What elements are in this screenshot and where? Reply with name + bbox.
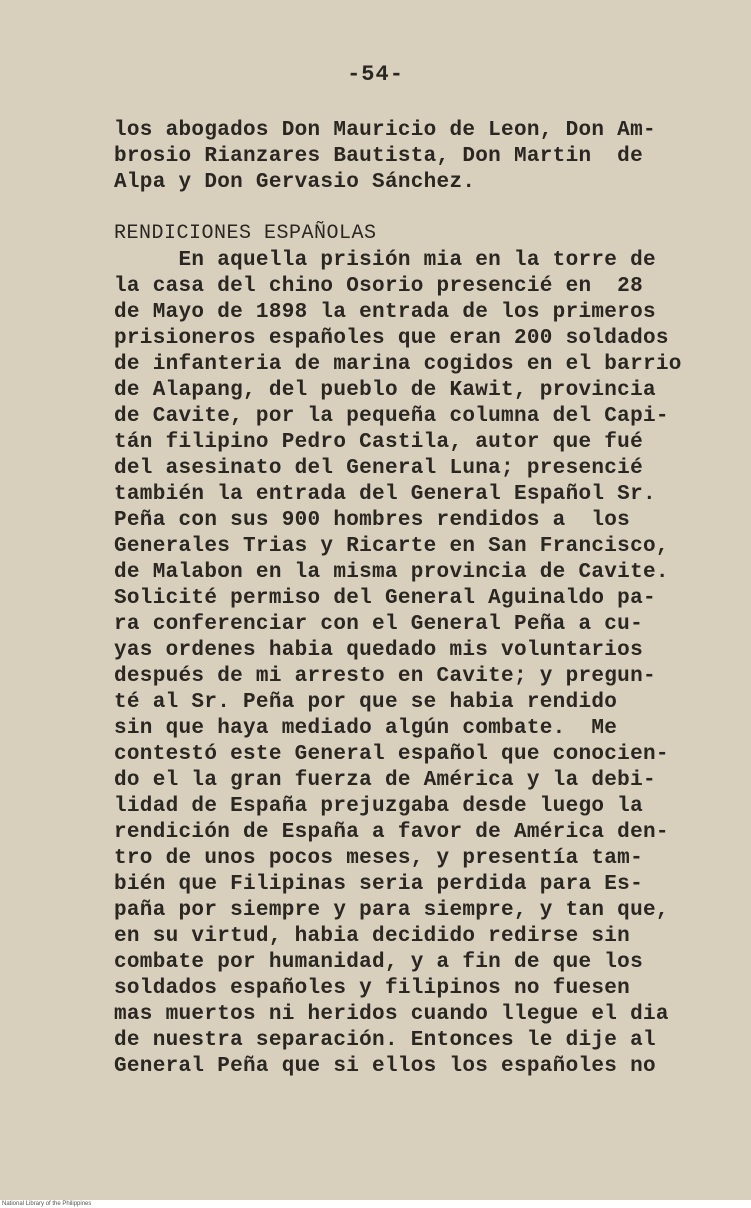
text-line: General Peña que si ellos los españoles no (114, 1055, 656, 1078)
text-line: Generales Trias y Ricarte en San Francisco, (114, 535, 669, 558)
text-line: yas ordenes habia quedado mis voluntarios (114, 639, 643, 662)
text-line: prisioneros españoles que eran 200 soldados (114, 327, 669, 350)
text-line: también la entrada del General Español Sr. (114, 483, 656, 506)
text-line: mas muertos ni heridos cuando llegue el dia (114, 1003, 669, 1026)
text-line: En aquella prisión mia en la torre de (114, 249, 656, 272)
text-line: bién que Filipinas seria perdida para Es- (114, 873, 643, 896)
text-line: combate por humanidad, y a fin de que los (114, 951, 643, 974)
text-line: sin que haya mediado algún combate. Me (114, 717, 618, 740)
text-line: de Cavite, por la pequeña columna del Capi- (114, 405, 669, 428)
text-line: en su virtud, habia decidido redirse sin (114, 925, 631, 948)
text-line: de Malabon en la misma provincia de Cavite. (114, 561, 669, 584)
text-line: tro de unos pocos meses, y presentía tam- (114, 847, 643, 870)
text-line: de nuestra separación. Entonces le dije al (114, 1029, 656, 1052)
text-line: del asesinato del General Luna; presencié (114, 457, 643, 480)
text-line: la casa del chino Osorio presencié en 28 (114, 275, 643, 298)
footer-credit: National Library of the Philippines (0, 1200, 751, 1208)
text-line: los abogados Don Mauricio de Leon, Don Am- (114, 119, 656, 142)
text-line: ra conferenciar con el General Peña a cu- (114, 613, 643, 636)
page-number: -54- (347, 62, 404, 87)
text-line: de Alapang, del pueblo de Kawit, provincia (114, 379, 656, 402)
text-line: soldados españoles y filipinos no fuesen (114, 977, 631, 1000)
text-line: paña por siempre y para siempre, y tan que, (114, 899, 669, 922)
text-line: do el la gran fuerza de América y la debi- (114, 769, 656, 792)
text-line: de infanteria de marina cogidos en el barrio (114, 353, 682, 376)
text-line: Alpa y Don Gervasio Sánchez. (114, 171, 476, 194)
text-line: después de mi arresto en Cavite; y pregun- (114, 665, 656, 688)
section-heading: RENDICIONES ESPAÑOLAS (114, 222, 377, 245)
text-line: contestó este General español que conocien- (114, 743, 669, 766)
text-line: lidad de España prejuzgaba desde luego la (114, 795, 643, 818)
text-line: brosio Rianzares Bautista, Don Martin de (114, 145, 643, 168)
text-line: rendición de España a favor de América den- (114, 821, 669, 844)
text-line: tán filipino Pedro Castila, autor que fué (114, 431, 643, 454)
text-line: Peña con sus 900 hombres rendidos a los (114, 509, 631, 532)
text-line: de Mayo de 1898 la entrada de los primeros (114, 301, 656, 324)
text-line: té al Sr. Peña por que se habia rendido (114, 691, 618, 714)
text-line: Solicité permiso del General Aguinaldo pa- (114, 587, 656, 610)
